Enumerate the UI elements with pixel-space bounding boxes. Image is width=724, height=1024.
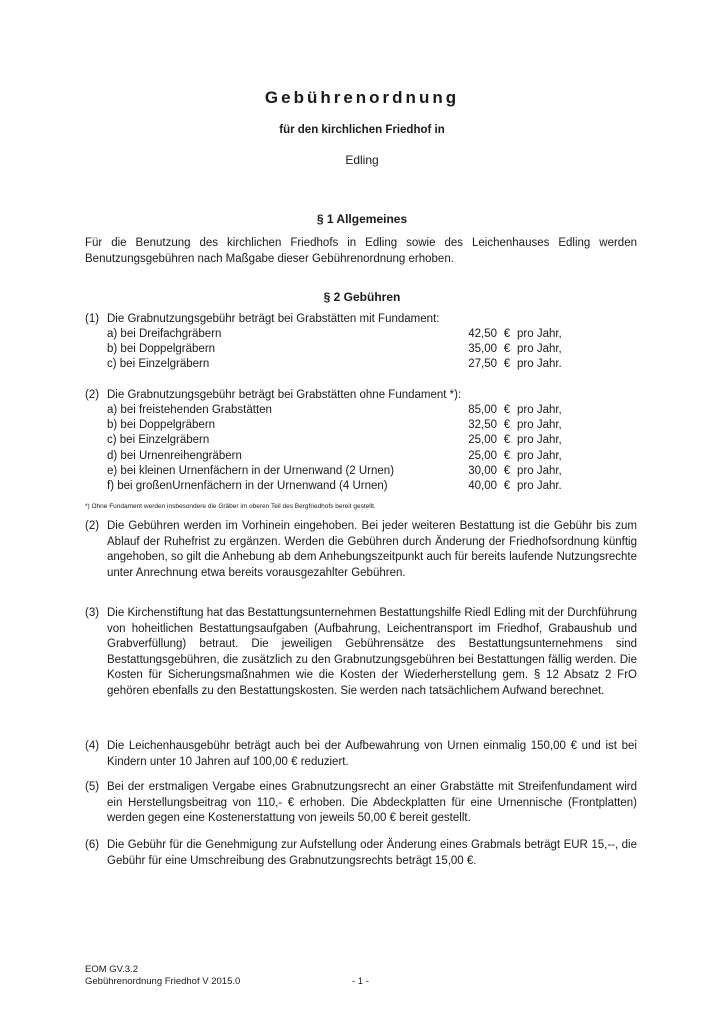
section-2-heading: § 2 Gebühren [323, 290, 401, 304]
fee-label: d) bei Urnenreihengräbern [107, 449, 242, 462]
fee-row [107, 327, 567, 342]
paragraph-6 [85, 838, 637, 869]
fee-period: pro Jahr, [517, 464, 562, 477]
section-1-text: Für die Benutzung des kirchlichen Friedhofs in Edling sowie des Leichenhauses Edling werden Benutzungsgebühren nach Maßgabe dieser Gebührenordnung erhoben. [85, 237, 637, 265]
fee-period: pro Jahr, [517, 328, 562, 340]
fee-label: f) bei großenUrnenfächern in der Urnenwand (4 Urnen) [107, 479, 388, 492]
document-title: Gebührenordnung [264, 88, 460, 107]
footer-code: EOM GV.3.2 [85, 964, 138, 975]
fee-row [107, 357, 567, 372]
fee-label: c) bei Einzelgräbern [107, 358, 210, 371]
fee-label: e) bei kleinen Urnenfächern in der Urnenwand (2 Urnen) [107, 464, 395, 477]
paragraph-3 [85, 606, 637, 699]
fee-row [107, 418, 567, 433]
fee-currency: € [503, 479, 511, 492]
document-footer [85, 964, 240, 988]
paragraph-text: Die Leichenhausgebühr beträgt auch bei der Aufbewahrung von Urnen einmalig 150,00 € und ist bei Kindern unter 10 Jahren auf 100,00 € reduziert. [107, 740, 637, 768]
fee-amount: 27,50 [468, 358, 497, 371]
paragraph-number: (6) [85, 839, 100, 851]
fee-list-without-foundation [107, 403, 567, 494]
fee-period: pro Jahr. [517, 479, 562, 492]
fee-row [107, 479, 567, 494]
footer-doc-name: Gebührenordnung Friedhof V 2015.0 [85, 976, 241, 987]
fee-label: a) bei freistehenden Grabstätten [107, 404, 272, 416]
fee-period: pro Jahr, [517, 419, 562, 432]
paragraph-number: (4) [85, 740, 100, 752]
paragraph-number: (2) [85, 520, 100, 532]
paragraph-number: (3) [85, 607, 100, 619]
page-number: - 1 - [352, 976, 369, 987]
fee-period: pro Jahr, [517, 343, 562, 356]
paragraph-4 [85, 739, 637, 770]
fee-label: b) bei Doppelgräbern [107, 343, 216, 356]
fee-amount: 30,00 [468, 464, 497, 477]
paragraph-text: Die Grabnutzungsgebühr beträgt bei Grabstätten mit Fundament: [107, 313, 440, 325]
fee-currency: € [503, 404, 511, 416]
fee-row [107, 449, 567, 464]
fee-period: pro Jahr, [517, 434, 562, 447]
fee-amount: 35,00 [468, 343, 497, 356]
fee-amount: 85,00 [468, 404, 497, 416]
fee-row [107, 342, 567, 357]
fee-list-with-foundation [107, 327, 567, 373]
section-1-heading: § 1 Allgemeines [316, 212, 408, 226]
paragraph-number: (1) [85, 313, 100, 325]
paragraph-1-intro [85, 312, 637, 328]
fee-amount: 32,50 [468, 419, 497, 432]
paragraph-2 [85, 519, 637, 581]
paragraph-number: (2) [85, 389, 100, 401]
fee-period: pro Jahr. [517, 358, 562, 371]
fee-currency: € [503, 434, 511, 447]
fee-label: c) bei Einzelgräbern [107, 434, 210, 447]
fee-amount: 40,00 [468, 479, 497, 492]
paragraph-text: Die Gebühren werden im Vorhinein eingehoben. Bei jeder weiteren Bestattung ist die Gebühr bis zum Ablauf der Ruhefrist zu ergänzen. Werden die Gebühren durch Änderung der Friedhofsordnung künftig angehoben, so gilt die Anhebung ab dem Anhebungszeitpunkt auch für bereits laufende Nutzungsrechte unter Anrechnung etwa bereits vorausgezahlter Gebühren. [107, 520, 637, 579]
footnote: *) Ohne Fundament werden insbesondere die Gräber im oberen Teil des Bergfriedhofs bereit gestellt. [85, 503, 376, 510]
fee-currency: € [503, 449, 511, 462]
fee-currency: € [503, 358, 511, 371]
fee-period: pro Jahr, [517, 449, 562, 462]
fee-row [107, 464, 567, 479]
fee-row [107, 403, 567, 418]
fee-amount: 25,00 [468, 434, 497, 447]
paragraph-1b-intro [85, 388, 637, 404]
fee-currency: € [503, 464, 511, 477]
fee-label: b) bei Doppelgräbern [107, 419, 216, 432]
paragraph-text: Die Grabnutzungsgebühr beträgt bei Grabstätten ohne Fundament *): [107, 389, 462, 401]
paragraph-text: Die Kirchenstiftung hat das Bestattungsunternehmen Bestattungshilfe Riedl Edling mit der Durchführung von hoheitlichen Bestattungsaufgaben (Aufbahrung, Leichentransport im Friedhof, Grabaushub und Grabverfüllung) betraut. Die jeweiligen Gebührensätze des Bestattungsunternehmens sind Bestattungsgebühren, die zusätzlich zu den Grabnutzungsgebühren bei Bestattungen fällig werden. Die Kosten für Sicherungsmaßnahmen wie die Kosten der Wiederherstellung gem. § 12 Absatz 2 FrO gehören ebenfalls zu den Bestattungskosten. Sie werden nach tatsächlichem Aufwand berechnet. [107, 607, 637, 697]
fee-currency: € [503, 328, 511, 340]
fee-currency: € [503, 343, 511, 356]
paragraph-text: Bei der erstmaligen Vergabe eines Grabnutzungsrecht an einer Grabstätte mit Streifenfundament wird ein Herstellungsbeitrag von 110,- € erhoben. Die Abdeckplatten für eine Urnennische (Frontplatten) werden gegen eine Kostenerstattung von jeweils 50,00 € bereit gestellt. [107, 781, 637, 824]
fee-currency: € [503, 419, 511, 432]
fee-label: a) bei Dreifachgräbern [107, 328, 222, 340]
fee-period: pro Jahr, [517, 404, 562, 416]
document-subtitle: für den kirchlichen Friedhof in [279, 124, 445, 136]
document-place: Edling [345, 153, 379, 167]
paragraph-text: Die Gebühr für die Genehmigung zur Aufstellung oder Änderung eines Grabmals beträgt EUR 15,--, die Gebühr für eine Umschreibung des Grabnutzungsrechts beträgt 15,00 €. [107, 839, 637, 867]
fee-amount: 42,50 [468, 328, 497, 340]
fee-row [107, 433, 567, 448]
paragraph-number: (5) [85, 781, 100, 793]
fee-amount: 25,00 [468, 449, 497, 462]
paragraph-5 [85, 780, 637, 827]
